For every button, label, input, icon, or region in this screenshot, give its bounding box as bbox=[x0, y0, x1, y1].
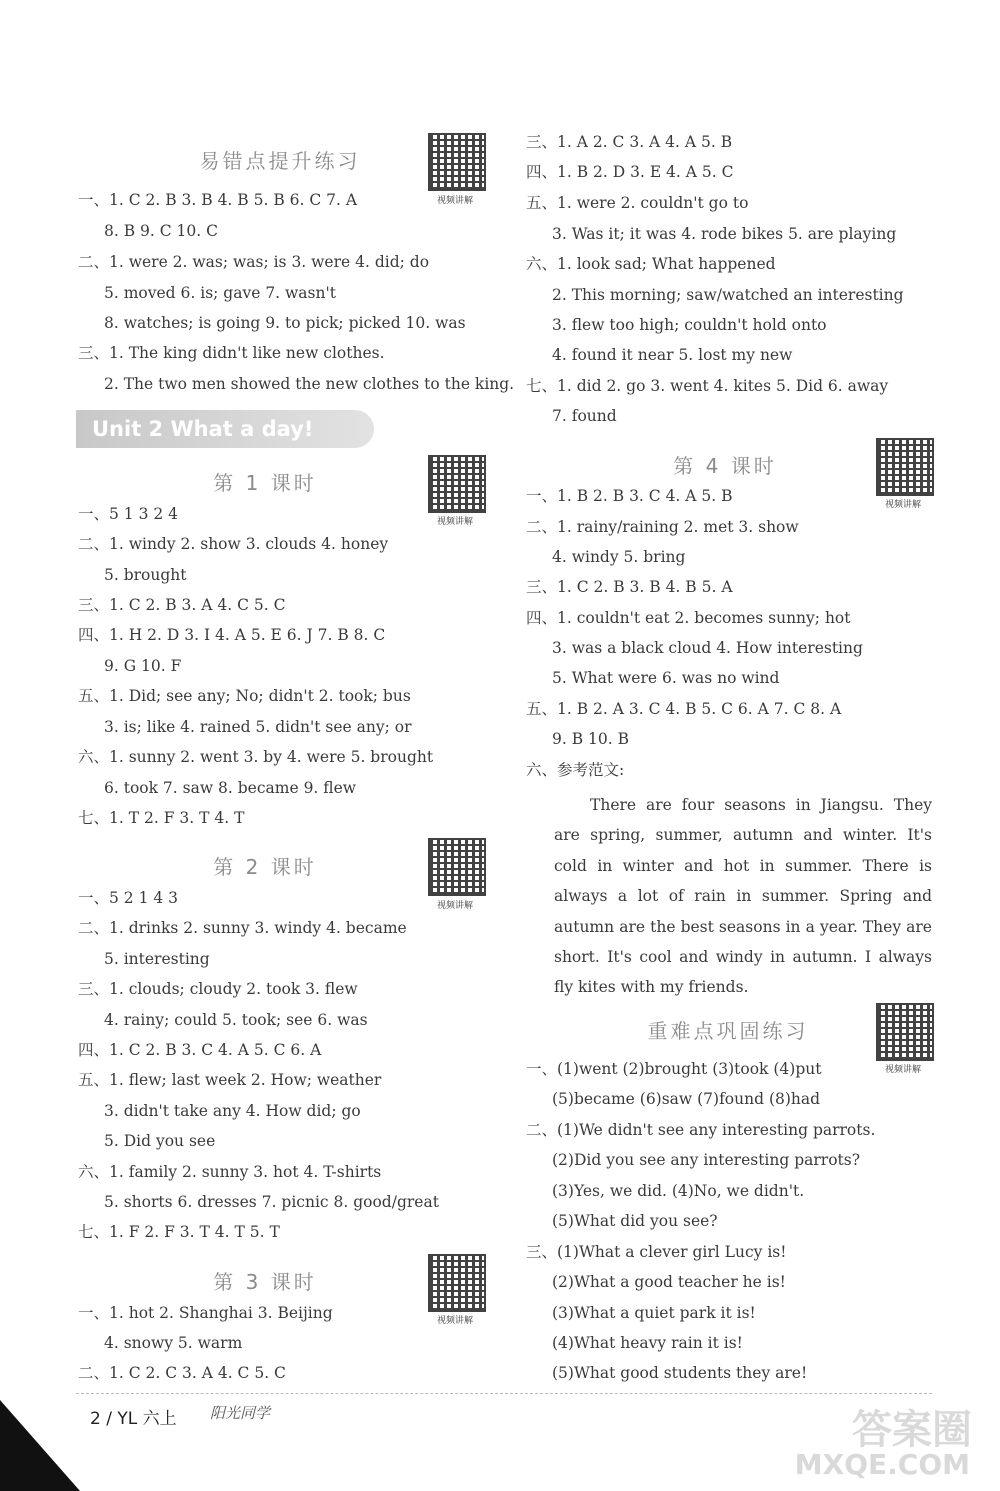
page-number: 2 / YL 六上 bbox=[90, 1409, 177, 1429]
answer-line: 二、1. rainy/raining 2. met 3. show bbox=[526, 518, 799, 536]
footer-divider bbox=[76, 1393, 932, 1394]
qr-code-icon[interactable] bbox=[876, 1003, 934, 1061]
section-title-key-practice: 重难点巩固练习 bbox=[647, 1019, 809, 1043]
answer-line: 五、1. flew; last week 2. How; weather bbox=[78, 1071, 382, 1089]
answer-line: 一、5 1 3 2 4 bbox=[78, 505, 179, 523]
qr-code-icon[interactable] bbox=[428, 1254, 486, 1312]
answer-line: 一、5 2 1 4 3 bbox=[78, 889, 179, 907]
answer-line: 四、1. couldn't eat 2. becomes sunny; hot bbox=[526, 609, 851, 627]
answer-line: 一、(1)went (2)brought (3)took (4)put bbox=[526, 1060, 822, 1078]
answer-line: 2. This morning; saw/watched an interesting bbox=[552, 286, 904, 304]
answer-line: 三、1. clouds; cloudy 2. took 3. flew bbox=[78, 980, 358, 998]
answer-line: 二、(1)We didn't see any interesting parrots. bbox=[526, 1121, 876, 1139]
answer-line: 三、1. The king didn't like new clothes. bbox=[78, 344, 385, 362]
answer-line: 5. brought bbox=[104, 566, 187, 584]
answer-line: (4)What heavy rain it is! bbox=[552, 1334, 743, 1352]
answer-line: (5)What did you see? bbox=[552, 1212, 718, 1230]
watermark-logo: 答案圈 bbox=[852, 1407, 972, 1453]
answer-line: 七、1. T 2. F 3. T 4. T bbox=[78, 809, 245, 827]
answer-line: 9. B 10. B bbox=[552, 730, 630, 748]
watermark-url: MXQE.COM bbox=[794, 1448, 970, 1481]
answer-line: 七、1. did 2. go 3. went 4. kites 5. Did 6. away bbox=[526, 377, 889, 395]
lesson-title: 第 3 课时 bbox=[213, 1270, 317, 1294]
answer-line: 5. moved 6. is; gave 7. wasn't bbox=[104, 284, 336, 302]
answer-line: 六、1. family 2. sunny 3. hot 4. T-shirts bbox=[78, 1163, 382, 1181]
answer-line: (5)What good students they are! bbox=[552, 1364, 808, 1382]
qr-label: 视频讲解 bbox=[436, 901, 473, 911]
answer-line: (3)Yes, we did. (4)No, we didn't. bbox=[552, 1182, 805, 1200]
answer-line: 一、1. C 2. B 3. B 4. B 5. B 6. C 7. A bbox=[78, 191, 358, 209]
qr-label: 视频讲解 bbox=[436, 517, 473, 527]
qr-code-icon[interactable] bbox=[428, 455, 486, 513]
answer-line: 5. shorts 6. dresses 7. picnic 8. good/great bbox=[104, 1193, 439, 1211]
answer-line: 一、1. hot 2. Shanghai 3. Beijing bbox=[78, 1304, 333, 1322]
answer-line: 五、1. B 2. A 3. C 4. B 5. C 6. A 7. C 8. A bbox=[526, 700, 842, 718]
answer-line: 4. found it near 5. lost my new bbox=[552, 346, 793, 364]
qr-code-icon[interactable] bbox=[876, 438, 934, 496]
answer-line: 二、1. windy 2. show 3. clouds 4. honey bbox=[78, 535, 389, 553]
lesson-title: 第 1 课时 bbox=[213, 471, 317, 495]
answer-line: 七、1. F 2. F 3. T 4. T 5. T bbox=[78, 1223, 280, 1241]
answer-line: 四、1. C 2. B 3. C 4. A 5. C 6. A bbox=[78, 1041, 322, 1059]
answer-line: 五、1. were 2. couldn't go to bbox=[526, 194, 749, 212]
answer-line: 2. The two men showed the new clothes to the king. bbox=[104, 375, 515, 393]
qr-label: 视频讲解 bbox=[884, 500, 921, 510]
answer-line: 六、1. sunny 2. went 3. by 4. were 5. brought bbox=[78, 748, 434, 766]
answer-line: 4. snowy 5. warm bbox=[104, 1334, 243, 1352]
qr-label: 视频讲解 bbox=[436, 196, 473, 206]
answer-line: 3. didn't take any 4. How did; go bbox=[104, 1102, 361, 1120]
answer-line: 5. What were 6. was no wind bbox=[552, 669, 780, 687]
unit-banner: Unit 2 What a day! bbox=[76, 410, 374, 448]
answer-line: 8. B 9. C 10. C bbox=[104, 222, 218, 240]
answer-line: 4. windy 5. bring bbox=[552, 548, 686, 566]
answer-line: 四、1. B 2. D 3. E 4. A 5. C bbox=[526, 163, 734, 181]
answer-line: 3. is; like 4. rained 5. didn't see any; or bbox=[104, 718, 412, 736]
lesson-title: 第 4 课时 bbox=[673, 454, 777, 478]
answer-line: 三、1. A 2. C 3. A 4. A 5. B bbox=[526, 133, 733, 151]
section-title-error-practice: 易错点提升练习 bbox=[199, 149, 361, 173]
answer-line: 一、1. B 2. B 3. C 4. A 5. B bbox=[526, 487, 733, 505]
answer-line: 3. was a black cloud 4. How interesting bbox=[552, 639, 863, 657]
answer-line: (2)What a good teacher he is! bbox=[552, 1273, 786, 1291]
answer-line: 三、1. C 2. B 3. B 4. B 5. A bbox=[526, 578, 733, 596]
answer-line: 4. rainy; could 5. took; see 6. was bbox=[104, 1011, 368, 1029]
answer-line: 六、1. look sad; What happened bbox=[526, 255, 776, 273]
answer-line: 9. G 10. F bbox=[104, 657, 182, 675]
answer-line: 8. watches; is going 9. to pick; picked 10. was bbox=[104, 314, 466, 332]
answer-line: 二、1. were 2. was; was; is 3. were 4. did; do bbox=[78, 253, 430, 271]
answer-line: 3. Was it; it was 4. rode bikes 5. are playing bbox=[552, 225, 897, 243]
answer-line: (3)What a quiet park it is! bbox=[552, 1304, 756, 1322]
answer-line: 5. interesting bbox=[104, 950, 210, 968]
answer-line: 5. Did you see bbox=[104, 1132, 216, 1150]
answer-line: 6. took 7. saw 8. became 9. flew bbox=[104, 779, 357, 797]
answer-line: 五、1. Did; see any; No; didn't 2. took; bus bbox=[78, 687, 411, 705]
answer-line: (5)became (6)saw (7)found (8)had bbox=[552, 1090, 821, 1108]
qr-code-icon[interactable] bbox=[428, 133, 486, 191]
answer-line: 二、1. C 2. C 3. A 4. C 5. C bbox=[78, 1364, 286, 1382]
answer-line: 二、1. drinks 2. sunny 3. windy 4. became bbox=[78, 919, 407, 937]
answer-line: 三、(1)What a clever girl Lucy is! bbox=[526, 1243, 787, 1261]
corner-triangle bbox=[0, 1400, 80, 1491]
answer-line: 7. found bbox=[552, 407, 617, 425]
answer-line: (2)Did you see any interesting parrots? bbox=[552, 1151, 861, 1169]
answer-line: 四、1. H 2. D 3. I 4. A 5. E 6. J 7. B 8. C bbox=[78, 626, 386, 644]
qr-code-icon[interactable] bbox=[428, 838, 486, 896]
qr-label: 视频讲解 bbox=[436, 1316, 473, 1326]
answer-line: 3. flew too high; couldn't hold onto bbox=[552, 316, 827, 334]
brand-logo: 阳光同学 bbox=[210, 1404, 271, 1422]
sample-essay: There are four seasons in Jiangsu. They are spring, summer, autumn and winter. It's cold in winter and hot in summer. There is always a lot of rain in summer. Spring and autumn are the best seasons in a year. They are short. It's cool and windy in autumn. I always fly kites with my friends. bbox=[554, 796, 932, 997]
lesson-title: 第 2 课时 bbox=[213, 855, 317, 879]
answer-line: 六、参考范文: bbox=[526, 761, 625, 779]
answer-line: 三、1. C 2. B 3. A 4. C 5. C bbox=[78, 596, 286, 614]
qr-label: 视频讲解 bbox=[884, 1065, 921, 1075]
